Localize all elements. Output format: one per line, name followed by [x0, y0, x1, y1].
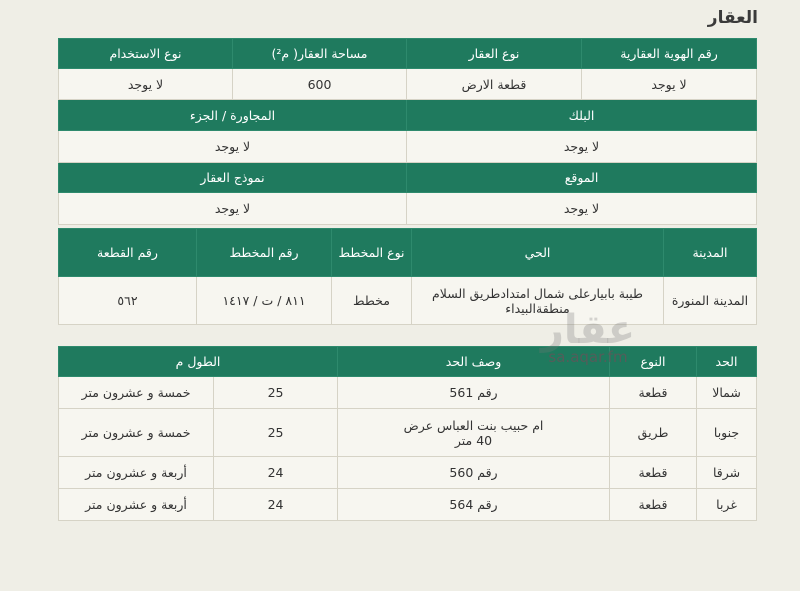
header-plan-type: نوع المخطط: [332, 229, 412, 277]
table-row: [59, 489, 757, 521]
header-adjacent-part: المجاورة / الجزء: [59, 100, 407, 131]
value-plan-type: مخطط: [332, 277, 412, 325]
header-description: وصف الحد: [338, 347, 610, 377]
aqar-logo: عقار: [540, 307, 636, 353]
value-adjacent-part: لا يوجد: [59, 131, 407, 163]
row-description: ام حبيب بنت العباس عرض 40 متر: [338, 409, 610, 457]
row-length-number: 25: [214, 377, 338, 409]
header-plan-number: رقم المخطط: [197, 229, 332, 277]
row-side: جنوبا: [697, 409, 757, 457]
value-property-area: 600: [233, 69, 407, 100]
header-property-type: نوع العقار: [407, 39, 582, 69]
value-property-model: لا يوجد: [59, 193, 407, 225]
header-length: الطول م: [59, 347, 338, 377]
row-length-words: أربعة و عشرون متر: [59, 457, 214, 489]
row-description: رقم 560: [338, 457, 610, 489]
row-description: رقم 561: [338, 377, 610, 409]
row-length-words: أربعة و عشرون متر: [59, 489, 214, 521]
value-block: لا يوجد: [407, 131, 757, 163]
row-description: رقم 564: [338, 489, 610, 521]
value-location: لا يوجد: [407, 193, 757, 225]
plan-info-table: [58, 228, 757, 325]
value-property-type: قطعة الارض: [407, 69, 582, 100]
row-length-number: 24: [214, 457, 338, 489]
row-length-number: 24: [214, 489, 338, 521]
table-row: [59, 457, 757, 489]
row-side: شرقا: [697, 457, 757, 489]
header-side: الحد: [697, 347, 757, 377]
row-type: قطعة: [610, 489, 697, 521]
header-block: البلك: [407, 100, 757, 131]
header-property-model: نموذج العقار: [59, 163, 407, 193]
row-type: قطعة: [610, 377, 697, 409]
boundaries-table: [58, 346, 757, 521]
row-length-number: 25: [214, 409, 338, 457]
header-district: الحي: [412, 229, 664, 277]
table-row: [59, 377, 757, 409]
header-usage-type: نوع الاستخدام: [59, 39, 233, 69]
property-info-table: [58, 38, 757, 225]
row-length-words: خمسة و عشرون متر: [59, 409, 214, 457]
section-title: العقار: [707, 8, 758, 28]
header-location: الموقع: [407, 163, 757, 193]
row-type: قطعة: [610, 457, 697, 489]
header-property-area: مساحة العقار( م²): [233, 39, 407, 69]
row-length-words: خمسة و عشرون متر: [59, 377, 214, 409]
table-row: [59, 409, 757, 457]
header-plot-number: رقم القطعة: [59, 229, 197, 277]
value-city: المدينة المنورة: [664, 277, 757, 325]
value-usage-type: لا يوجد: [59, 69, 233, 100]
header-property-id: رقم الهوية العقارية: [582, 39, 757, 69]
row-side: غربا: [697, 489, 757, 521]
value-plan-number: ٨١١ / ت / ١٤١٧: [197, 277, 332, 325]
row-type: طريق: [610, 409, 697, 457]
aqar-url: sa.aqar.fm: [548, 348, 628, 366]
value-district: طيبة بابيارعلى شمال امتدادطريق السلام منطقةالبيداء: [412, 277, 664, 325]
row-side: شمالا: [697, 377, 757, 409]
value-property-id: لا يوجد: [582, 69, 757, 100]
header-type: النوع: [610, 347, 697, 377]
header-city: المدينة: [664, 229, 757, 277]
value-plot-number: ٥٦٢: [59, 277, 197, 325]
